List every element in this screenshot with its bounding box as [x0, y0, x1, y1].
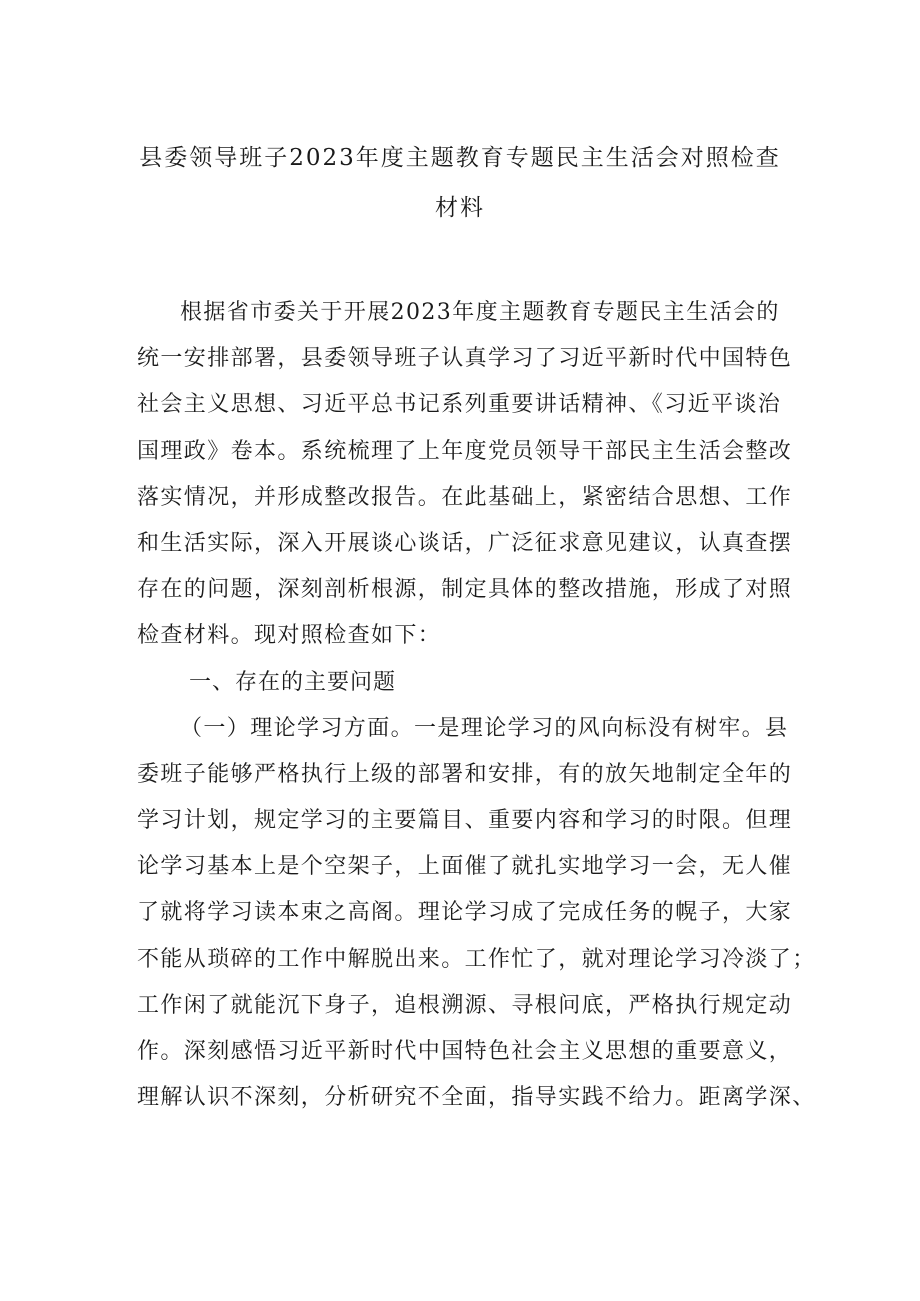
- paragraph-line: 委班子能够严格执行上级的部署和安排，有的放矢地制定全年的: [137, 761, 793, 787]
- paragraph-line: 根据省市委关于开展2023年度主题教育专题民主生活会的: [180, 300, 780, 325]
- paragraph-line: 学习计划，规定学习的主要篇目、重要内容和学习的时限。但理: [137, 808, 793, 834]
- paragraph-line: 论学习基本上是个空架子，上面催了就扎实地学习一会，无人催: [137, 854, 793, 880]
- paragraph-line: （一）理论学习方面。一是理论学习的风向标没有树牢。县: [180, 715, 789, 741]
- paragraph-line: 社会主义思想、习近平总书记系列重要讲话精神、《习近平谈治: [137, 392, 782, 418]
- document-body: [137, 290, 816, 1121]
- section-heading: 一、存在的主要问题: [189, 669, 397, 695]
- document-title-line-2: 材料: [435, 195, 485, 221]
- paragraph-line: 检查材料。现对照检查如下：: [137, 623, 442, 649]
- paragraph-line: 和生活实际，深入开展谈心谈话，广泛征求意见建议，认真查摆: [137, 530, 793, 556]
- paragraph-line: 了就将学习读本束之高阁。理论学习成了完成任务的幌子，大家: [137, 900, 793, 926]
- paragraph-line: 落实情况，并形成整改报告。在此基础上，紧密结合思想、工作: [137, 484, 793, 510]
- paragraph-line: 统一安排部署，县委领导班子认真学习了习近平新时代中国特色: [137, 346, 793, 372]
- document-title-line-1: 县委领导班子2023年度主题教育专题民主生活会对照检查: [139, 145, 781, 171]
- paragraph-line: 理解认识不深刻，分析研究不全面，指导实践不给力。距离学深、: [137, 1085, 816, 1111]
- paragraph-line: 国理政》卷本。系统梳理了上年度党员领导干部民主生活会整改: [137, 438, 793, 464]
- paragraph-line: 存在的问题，深刻剖析根源，制定具体的整改措施，形成了对照: [137, 577, 793, 603]
- paragraph-line: 作。深刻感悟习近平新时代中国特色社会主义思想的重要意义，: [137, 1039, 793, 1064]
- paragraph-line: 不能从琐碎的工作中解脱出来。工作忙了，就对理论学习冷淡了；: [137, 946, 816, 972]
- paragraph-line: 工作闲了就能沉下身子，追根溯源、寻根问底，严格执行规定动: [137, 992, 793, 1018]
